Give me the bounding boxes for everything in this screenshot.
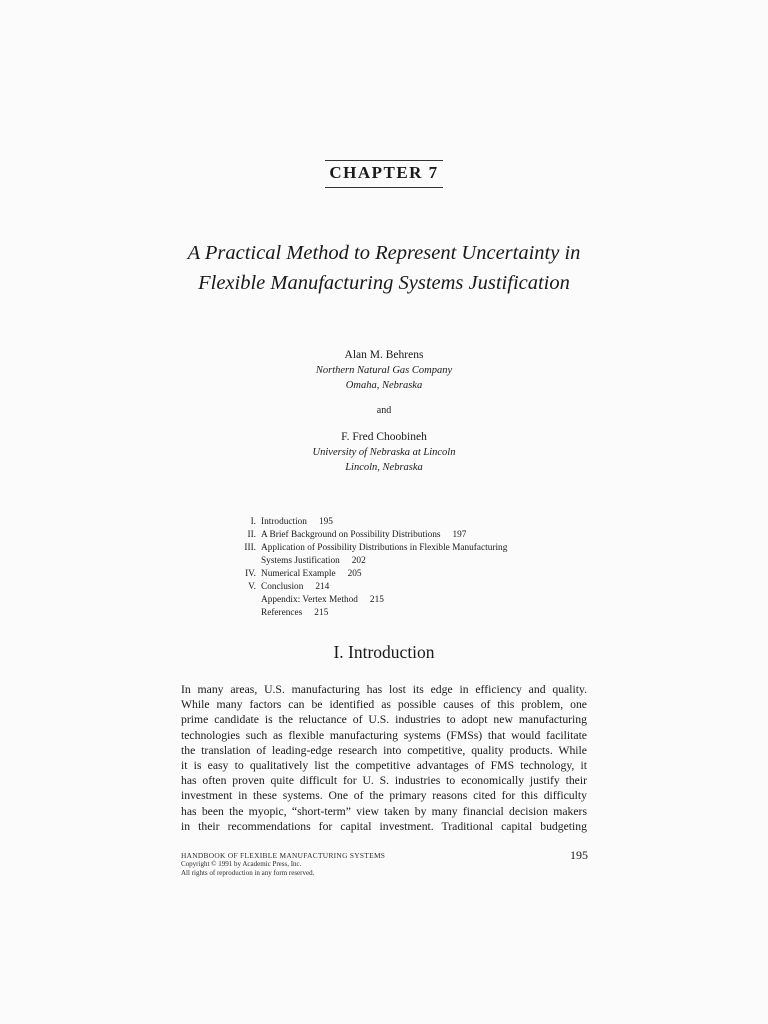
body-line: prime candidate is the reluctance of U.S. industries to adopt new manufacturing xyxy=(181,713,587,727)
toc-entry: III. Application of Possibility Distributions in Flexible Manufacturing xyxy=(244,543,508,553)
body-line: In many areas, U.S. manufacturing has lost its edge in efficiency and quality. xyxy=(181,683,587,696)
table-of-contents xyxy=(228,516,558,620)
author-affiliation-1: Northern Natural Gas Company xyxy=(315,365,453,376)
footer-copyright: Copyright © 1991 by Academic Press, Inc. xyxy=(181,860,302,868)
page-number: 195 xyxy=(570,848,588,862)
author-affiliation-2: University of Nebraska at Lincoln xyxy=(312,447,456,458)
body-line: has been the myopic, “short-term” view taken by many financial decision makers xyxy=(181,804,587,818)
footer-handbook-title: HANDBOOK OF FLEXIBLE MANUFACTURING SYSTEMS xyxy=(181,851,386,860)
page-footer xyxy=(181,851,587,878)
author-location-2: Lincoln, Nebraska xyxy=(345,462,423,473)
author-name-2: F. Fred Choobineh xyxy=(341,431,427,443)
footer-rights: All rights of reproduction in any form reserved. xyxy=(181,869,315,877)
author-location-1: Omaha, Nebraska xyxy=(345,380,423,391)
body-line: technologies such as flexible manufacturing systems (FMSs) that would facilitate xyxy=(181,728,587,742)
chapter-label xyxy=(0,160,768,188)
toc-entry: Systems Justification 202 xyxy=(261,556,366,566)
toc-entry: References 215 xyxy=(261,608,329,618)
body-line: has often proven quite difficult for U. S. industries to economically justify their xyxy=(181,774,587,788)
author-block xyxy=(0,348,768,475)
body-line: it is easy to qualitatively list the competitive advantages of FMS technology, it xyxy=(181,759,587,773)
toc-entry: Appendix: Vertex Method 215 xyxy=(261,595,384,605)
section-heading: I. Introduction xyxy=(333,642,435,662)
body-line: in their recommendations for capital investment. Traditional capital budgeting xyxy=(181,819,587,833)
body-line: investment in these systems. One of the primary reasons cited for this difficulty xyxy=(181,789,587,803)
body-line: the translation of leading-edge research into competitive, quality products. While xyxy=(181,743,587,757)
toc-entry: II. A Brief Background on Possibility Distributions 197 xyxy=(247,530,467,540)
chapter-label-text: CHAPTER 7 xyxy=(325,160,442,188)
chapter-title-line-2: Flexible Manufacturing Systems Justification xyxy=(198,272,570,294)
toc-entry: V. Conclusion 214 xyxy=(248,582,330,592)
body-paragraph xyxy=(181,682,587,834)
chapter-title xyxy=(0,238,768,298)
author-conjunction: and xyxy=(376,405,392,416)
toc-entry: IV. Numerical Example 205 xyxy=(245,569,362,579)
chapter-title-line-1: A Practical Method to Represent Uncertainty in xyxy=(187,242,581,264)
author-name-1: Alan M. Behrens xyxy=(344,349,424,361)
toc-entry: I. Introduction 195 xyxy=(250,517,333,527)
body-line: While many factors can be identified as possible causes of this problem, one xyxy=(181,698,587,712)
